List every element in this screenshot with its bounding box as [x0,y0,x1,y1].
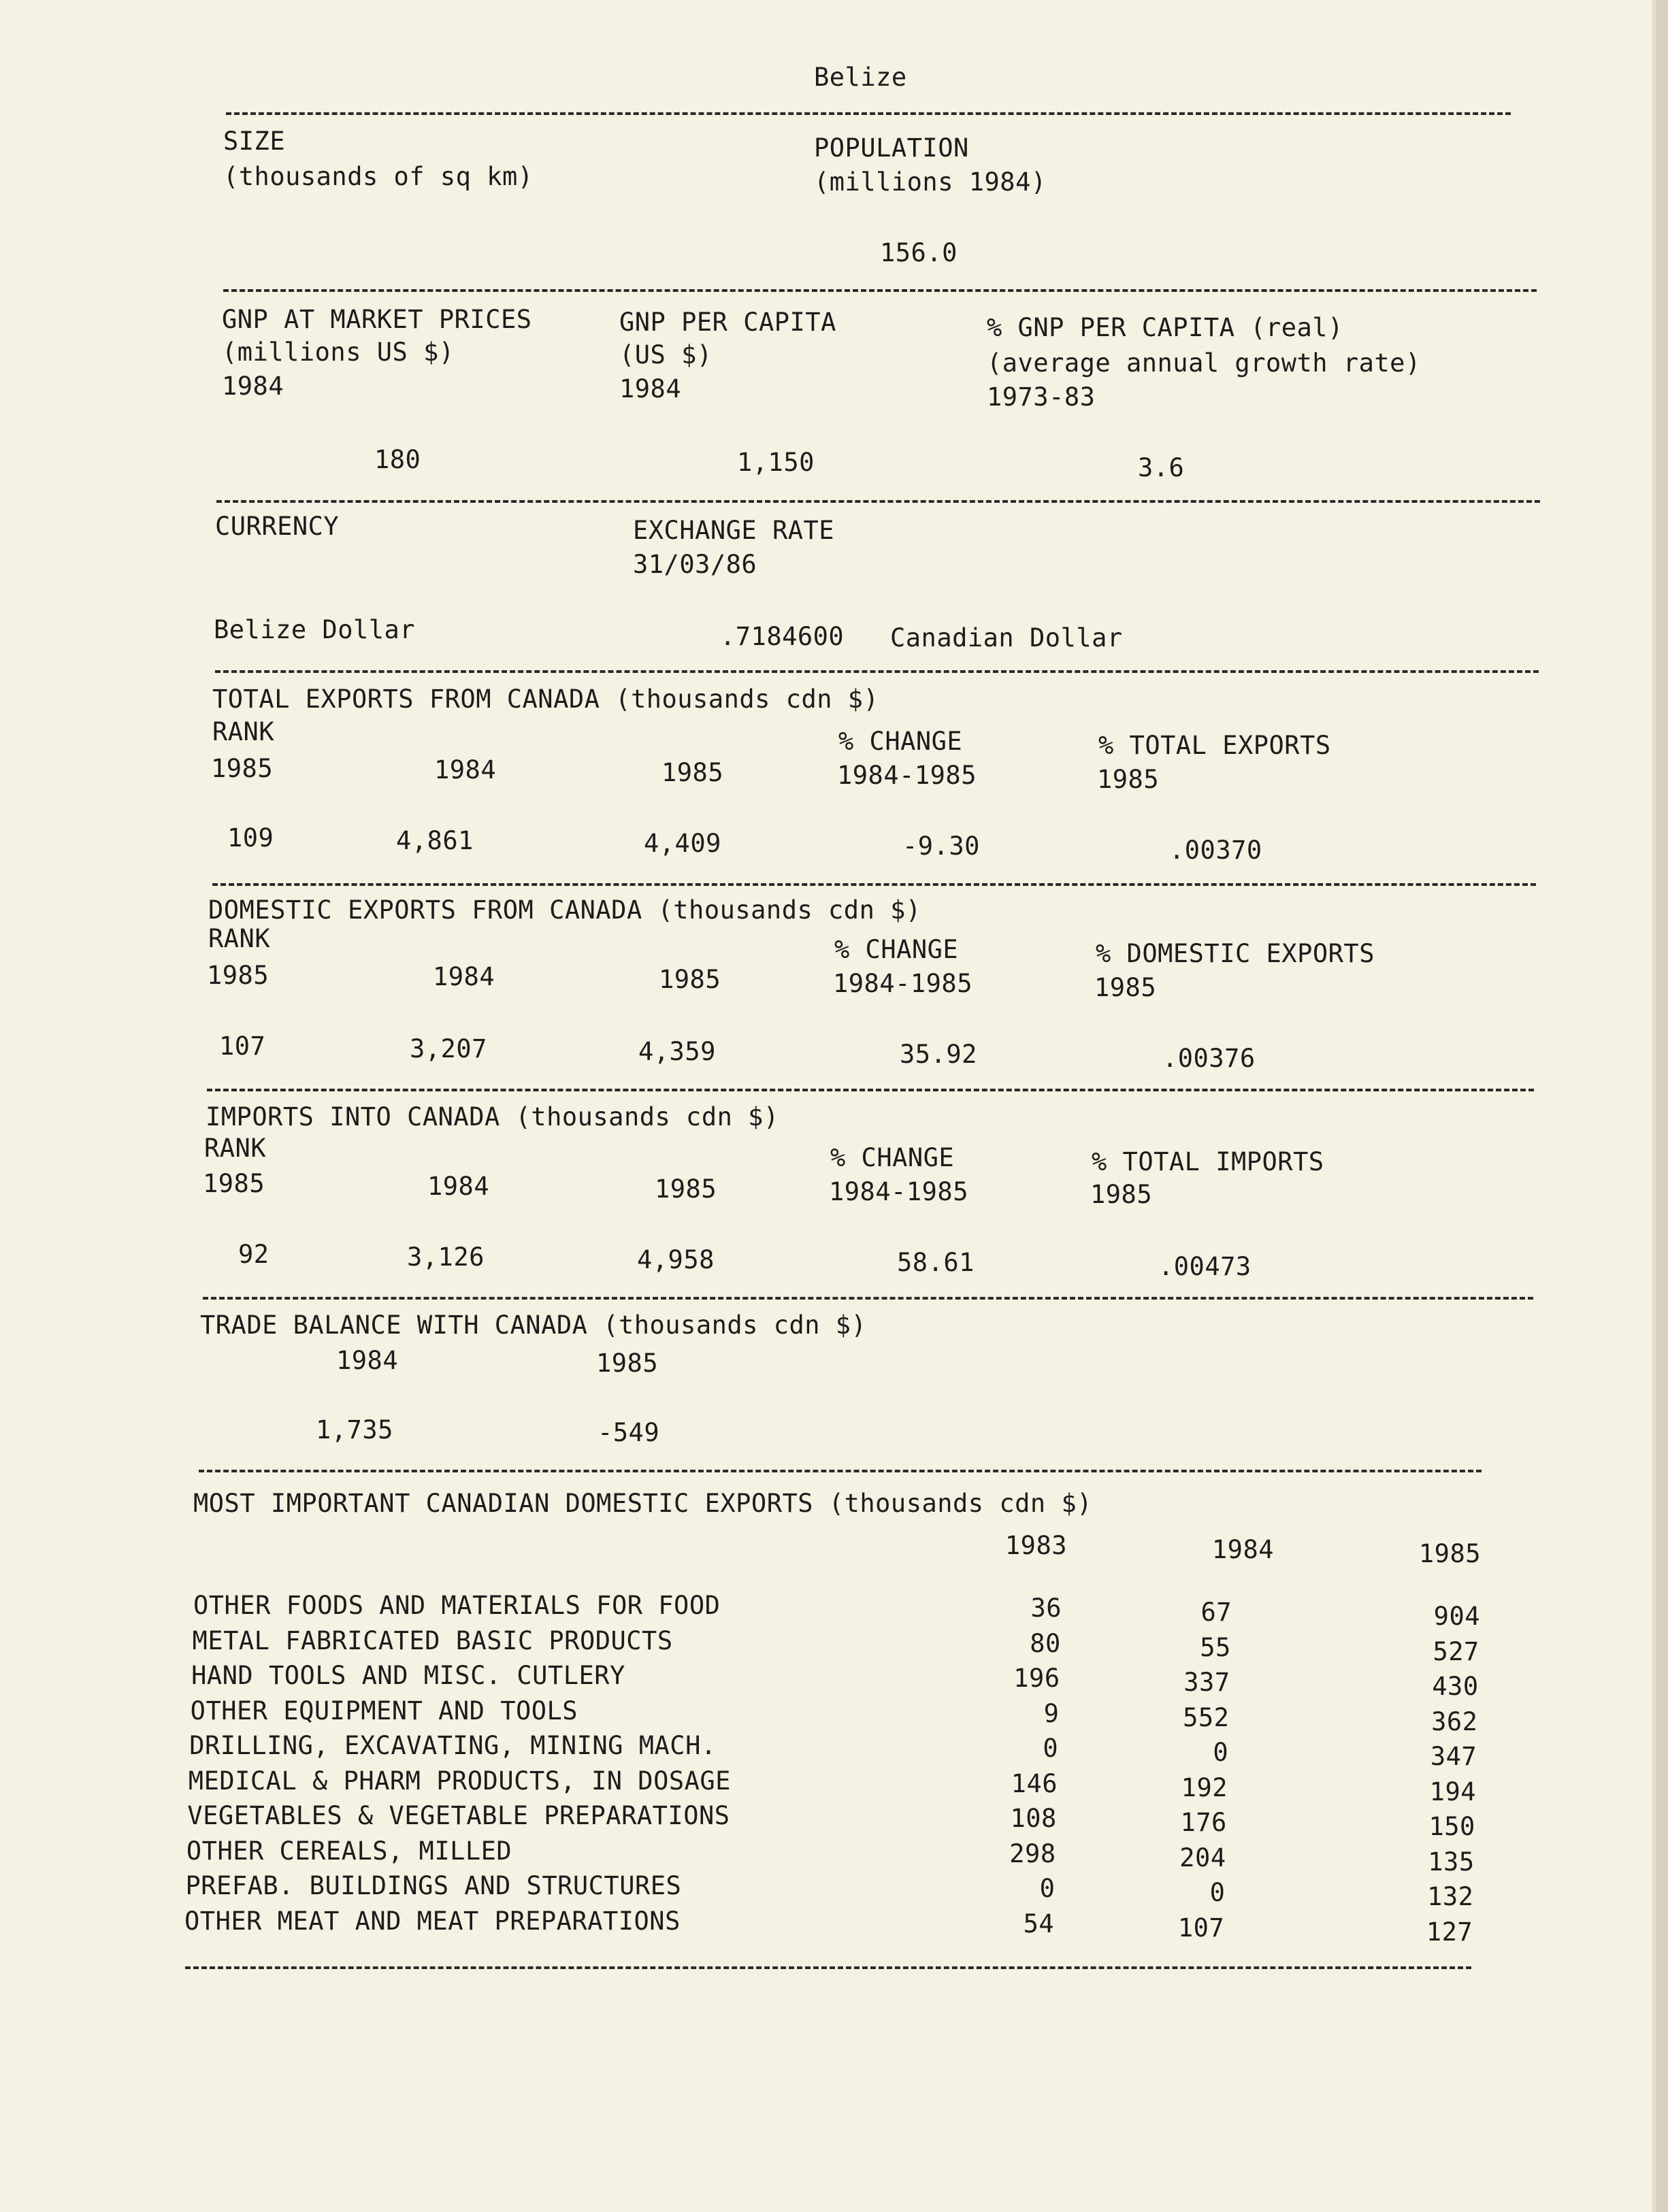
imports-change-value: 58.61 [897,1248,975,1277]
export-item-label: METAL FABRICATED BASIC PRODUCTS [192,1625,673,1655]
total-exports-share-year: 1985 [1097,765,1160,794]
trade-balance-col-1984: 1984 [336,1346,399,1375]
export-value-1983: 146 [1011,1768,1058,1798]
export-item-label: DRILLING, EXCAVATING, MINING MACH. [189,1731,717,1760]
export-value-1985: 527 [1433,1636,1479,1666]
export-value-1985: 150 [1428,1812,1475,1841]
population-unit-label: (millions 1984) [814,167,1047,197]
gnp-real-years: 1973-83 [987,382,1096,412]
domestic-exports-col-1984: 1984 [433,962,495,991]
domestic-exports-rank-year: 1985 [207,961,269,990]
exchange-rate-unit: Canadian Dollar [890,623,1123,653]
export-value-1985: 135 [1428,1847,1475,1877]
top-exports-col-1983: 1983 [1004,1531,1067,1560]
total-exports-change-value: -9.30 [902,831,980,861]
total-exports-title: TOTAL EXPORTS FROM CANADA (thousands cdn $) [212,684,879,714]
total-exports-change-label: % CHANGE [838,727,963,756]
export-item-label: VEGETABLES & VEGETABLE PREPARATIONS [187,1801,730,1830]
export-value-1984: 67 [1200,1598,1232,1627]
gnp-market-year: 1984 [222,372,284,401]
divider [212,883,1536,886]
export-value-1984: 552 [1183,1702,1230,1732]
country-title: Belize [814,63,907,92]
divider [215,670,1539,673]
total-exports-1984-value: 4,861 [396,826,474,855]
export-item-label: MEDICAL & PHARM PRODUCTS, IN DOSAGE [188,1766,731,1796]
imports-rank-year: 1985 [203,1169,265,1198]
domestic-exports-change-range: 1984-1985 [833,969,972,998]
gnp-percap-label: GNP PER CAPITA [619,308,836,337]
domestic-exports-rank-label: RANK [208,924,271,953]
export-value-1984: 192 [1181,1772,1228,1802]
top-exports-col-1985: 1985 [1418,1539,1481,1568]
export-value-1984: 107 [1177,1913,1225,1943]
export-value-1984: 176 [1180,1808,1227,1837]
export-value-1984: 0 [1209,1878,1226,1907]
gnp-market-value: 180 [374,445,421,474]
population-value: 156.0 [880,238,958,267]
export-value-1984: 337 [1183,1668,1230,1697]
export-item-label: OTHER CEREALS, MILLED [186,1836,512,1866]
domestic-exports-share-value: .00376 [1162,1044,1256,1073]
gnp-market-label: GNP AT MARKET PRICES [222,305,532,334]
divider [199,1470,1482,1472]
domestic-exports-change-label: % CHANGE [834,935,959,964]
imports-1985-value: 4,958 [637,1245,715,1274]
imports-1984-value: 3,126 [407,1242,485,1272]
export-value-1983: 36 [1030,1594,1062,1623]
domestic-exports-1985-value: 4,359 [638,1037,716,1066]
divider [203,1297,1533,1300]
export-item-label: PREFAB. BUILDINGS AND STRUCTURES [185,1871,682,1900]
export-value-1984: 204 [1179,1843,1226,1872]
size-label: SIZE [223,127,286,156]
divider [216,500,1540,503]
trade-balance-col-1985: 1985 [596,1349,659,1378]
export-value-1985: 347 [1430,1742,1477,1771]
gnp-real-label: % GNP PER CAPITA (real) [987,313,1343,342]
export-value-1983: 0 [1043,1734,1059,1763]
divider [185,1966,1471,1969]
export-value-1983: 9 [1043,1698,1060,1728]
currency-label: CURRENCY [215,512,340,541]
total-exports-col-1984: 1984 [434,755,497,785]
exchange-rate-label: EXCHANGE RATE [633,516,835,545]
imports-share-year: 1985 [1090,1180,1153,1209]
total-exports-share-value: .00370 [1169,836,1262,865]
export-value-1984: 0 [1213,1738,1229,1767]
export-value-1983: 80 [1030,1628,1061,1658]
total-exports-share-label: % TOTAL EXPORTS [1098,731,1331,760]
total-exports-rank-value: 109 [227,823,274,853]
imports-share-label: % TOTAL IMPORTS [1092,1147,1324,1176]
domestic-exports-col-1985: 1985 [659,965,721,994]
trade-balance-title: TRADE BALANCE WITH CANADA (thousands cdn $) [200,1310,867,1340]
export-item-label: OTHER FOODS AND MATERIALS FOR FOOD [193,1591,721,1620]
domestic-exports-rank-value: 107 [219,1031,266,1061]
domestic-exports-share-year: 1985 [1094,973,1157,1002]
domestic-exports-share-label: % DOMESTIC EXPORTS [1096,939,1375,968]
divider [223,289,1537,292]
domestic-exports-1984-value: 3,207 [410,1034,487,1063]
population-label: POPULATION [814,133,969,163]
exchange-rate-value: .7184600 [720,622,845,651]
total-exports-rank-label: RANK [212,717,275,746]
export-item-label: OTHER EQUIPMENT AND TOOLS [190,1696,578,1726]
export-value-1983: 108 [1010,1804,1057,1833]
export-value-1985: 127 [1426,1917,1473,1947]
total-exports-col-1985: 1985 [661,758,724,787]
total-exports-rank-year: 1985 [211,754,274,783]
gnp-percap-year: 1984 [619,374,682,403]
divider [226,112,1511,115]
imports-rank-value: 92 [238,1240,269,1269]
gnp-real-value: 3.6 [1138,453,1185,482]
domestic-exports-title: DOMESTIC EXPORTS FROM CANADA (thousands cdn $) [208,895,921,925]
imports-title: IMPORTS INTO CANADA (thousands cdn $) [206,1102,779,1132]
top-exports-col-1984: 1984 [1211,1535,1274,1564]
exchange-rate-date: 31/03/86 [633,550,757,579]
export-value-1984: 55 [1200,1632,1231,1662]
export-value-1983: 196 [1013,1664,1060,1693]
imports-change-range: 1984-1985 [829,1177,968,1206]
export-value-1985: 430 [1432,1672,1479,1701]
divider [207,1089,1534,1091]
imports-share-value: .00473 [1158,1252,1252,1281]
trade-balance-1985-value: -549 [598,1418,660,1447]
gnp-percap-value: 1,150 [737,448,815,477]
export-value-1985: 194 [1429,1777,1476,1806]
gnp-real-unit: (average annual growth rate) [987,348,1421,378]
currency-value: Belize Dollar [214,615,416,644]
domestic-exports-change-value: 35.92 [900,1040,977,1069]
export-value-1985: 362 [1431,1706,1478,1736]
trade-balance-1984-value: 1,735 [316,1415,393,1445]
total-exports-change-range: 1984-1985 [837,761,977,790]
top-exports-title: MOST IMPORTANT CANADIAN DOMESTIC EXPORTS (thousands cdn $) [193,1489,1093,1518]
export-value-1983: 298 [1009,1838,1056,1868]
imports-change-label: % CHANGE [830,1143,955,1172]
export-item-label: HAND TOOLS AND MISC. CUTLERY [191,1661,625,1690]
export-value-1983: 54 [1023,1909,1055,1938]
gnp-percap-unit: (US $) [619,340,713,369]
gnp-market-unit: (millions US $) [222,337,455,367]
imports-col-1985: 1985 [655,1174,717,1204]
imports-rank-label: RANK [204,1134,267,1163]
total-exports-1985-value: 4,409 [644,829,721,858]
size-unit-label: (thousands of sq km) [223,162,534,191]
export-value-1985: 904 [1433,1602,1480,1631]
page-edge [1656,0,1668,2212]
export-item-label: OTHER MEAT AND MEAT PREPARATIONS [184,1906,681,1936]
export-value-1985: 132 [1427,1882,1474,1911]
imports-col-1984: 1984 [427,1172,490,1201]
export-value-1983: 0 [1039,1874,1056,1903]
